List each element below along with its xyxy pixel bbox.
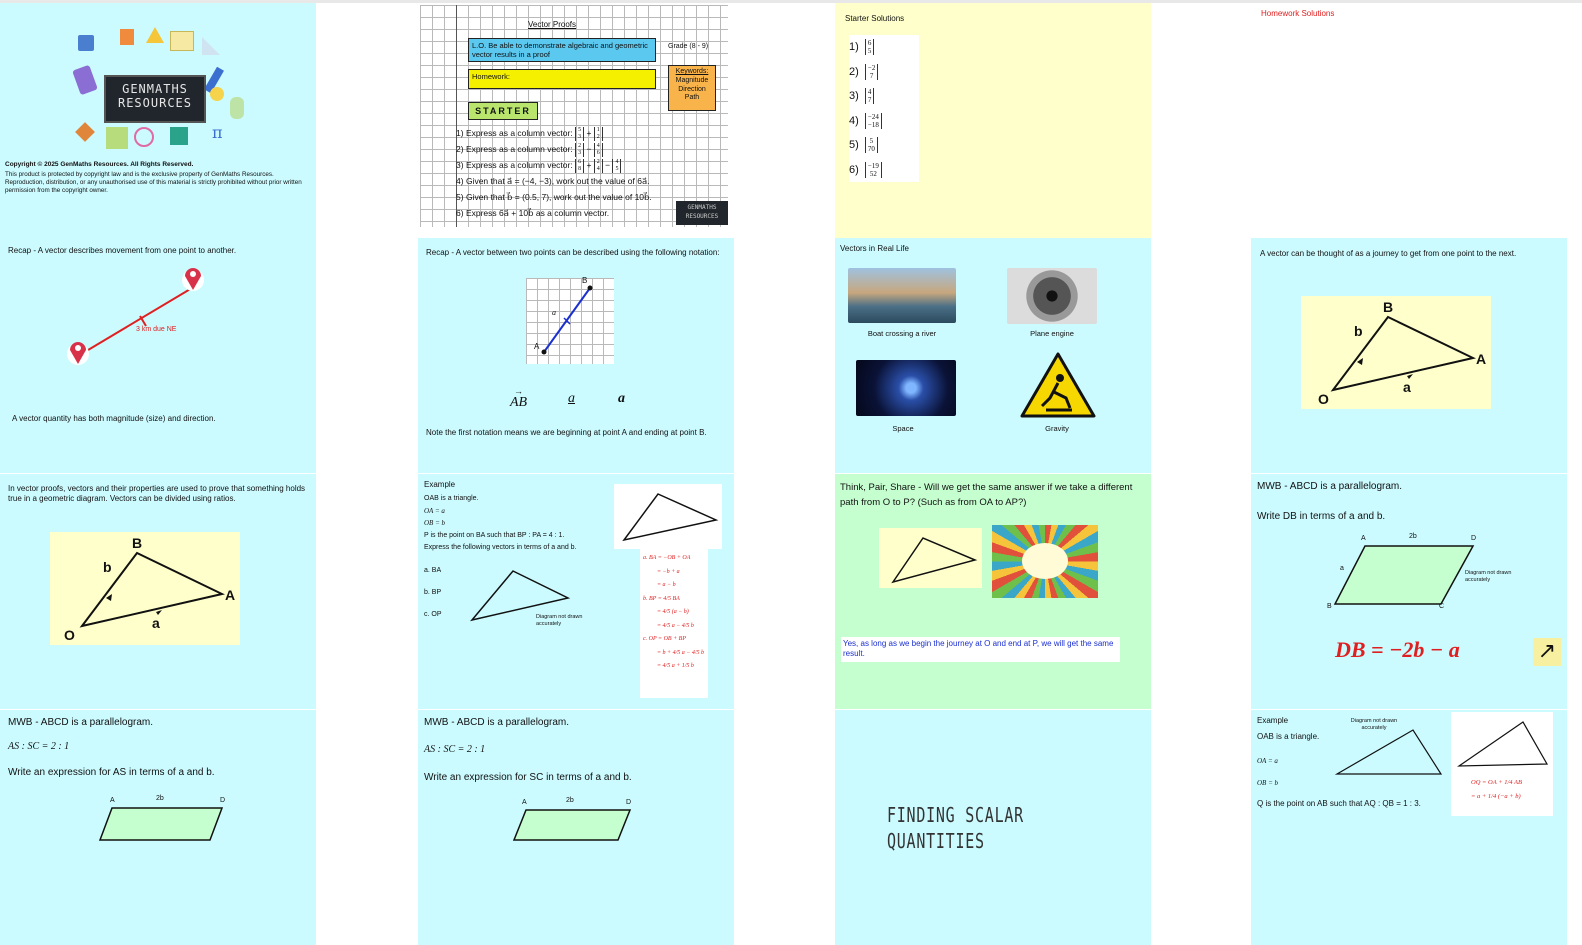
- gravity-sign-icon: [1020, 352, 1100, 422]
- solution-2: 2) −2 7: [849, 60, 919, 85]
- label-a: A: [110, 797, 115, 804]
- label-o: O: [64, 627, 75, 643]
- label-b-vector: b: [103, 559, 112, 575]
- part-a: a. BA: [424, 567, 442, 574]
- diagram-note: Diagram not drawn accurately: [1350, 718, 1398, 732]
- diagram-note: Diagram not drawn accurately: [536, 614, 583, 628]
- label-side-a: a: [1340, 565, 1344, 572]
- label-a-point: A: [225, 587, 236, 603]
- label-a-vector: a: [1403, 379, 1411, 395]
- slide-thumbnail-11[interactable]: [835, 474, 1151, 709]
- triangle-oab-example: [1251, 710, 1567, 945]
- journey-text: A vector can be thought of as a journey to get from one point to the next.: [1260, 249, 1517, 258]
- label-c: C: [1439, 603, 1445, 610]
- label-d: D: [626, 799, 632, 806]
- learning-objective: L.O. Be able to demonstrate algebraic and geometric vector results in a proof: [468, 38, 656, 62]
- example-line-3: OB = b: [1257, 779, 1279, 787]
- point-a-label: A: [534, 342, 540, 351]
- slide-thumbnail-13[interactable]: [0, 710, 316, 945]
- label-a: A: [522, 799, 527, 806]
- window-top-border: [0, 0, 1582, 3]
- ratio-text: AS : SC = 2 : 1: [8, 741, 70, 752]
- caption-space: Space: [892, 424, 914, 433]
- homework-solutions-title: Homework Solutions: [1261, 9, 1335, 18]
- label-o: O: [1318, 391, 1329, 407]
- lesson-title: Vector Proofs: [528, 20, 577, 29]
- label-b: B: [1383, 299, 1394, 315]
- slide-thumbnail-10[interactable]: [418, 474, 734, 709]
- logo-text-box: [104, 75, 206, 123]
- real-life-title: Vectors in Real Life: [840, 244, 909, 253]
- example-label: Example: [424, 480, 456, 489]
- recap-text: Recap - A vector describes movement from one point to another.: [8, 246, 237, 255]
- label-a-vector: a: [152, 615, 160, 631]
- mwb-prompt: Write an expression for AS in terms of a and b.: [8, 767, 215, 778]
- think-pair-share-question: Think, Pair, Share - Will we get the same answer if we take a different path from O to P? (Such as from OA to AP?): [840, 482, 1133, 509]
- solutions-steps: a. BA = −OB + OA = −b + a = a − b b. BP = 4/5 BA = 4/5 (a − b) = 4/5 a − 4/5 b c. OP = OB + BP = b + 4/5 a − 4/5 b = 4/5 a + 1/5 b: [643, 555, 704, 669]
- vector-proofs-intro: In vector proofs, vectors and their properties are used to prove that something holds true in a geometric diagram. Vectors can be divided using ratios.: [8, 484, 306, 504]
- boat-photo: [848, 268, 956, 323]
- section-title: FINDING SCALAR QUANTITIES: [887, 803, 1024, 853]
- example-line-4: P is the point on BA such that BP : PA = 4 : 1.: [424, 532, 565, 539]
- parallelogram-prompt: Write DB in terms of a and b.: [1257, 511, 1386, 522]
- slide-thumbnail-5[interactable]: [0, 238, 316, 473]
- label-2b: 2b: [1409, 533, 1417, 540]
- expand-arrow-icon[interactable]: ↗: [1533, 638, 1561, 666]
- slide-thumbnail-1[interactable]: [0, 3, 316, 238]
- vector-a-label: a: [552, 308, 556, 317]
- notation-ab: → AB: [510, 386, 528, 410]
- example-line-5: Express the following vectors in terms of a and b.: [424, 544, 577, 551]
- keyword-1: Magnitude: [675, 76, 709, 84]
- slide-thumbnail-3[interactable]: [835, 3, 1151, 238]
- question-3: 3) Express as a column vector: 6 8 + 2 4 − 4 5: [456, 157, 726, 173]
- logo-graphic: π GENMATHS RESOURCES: [70, 27, 250, 157]
- keyword-3: Path: [684, 94, 700, 102]
- example-line-1: OAB is a triangle.: [1257, 732, 1320, 741]
- label-b-vector: b: [1354, 323, 1363, 339]
- caption-boat: Boat crossing a river: [867, 329, 937, 338]
- point-b-label: B: [582, 276, 588, 285]
- example-solutions: OQ = OA + 1/4 AB = a + 1/4 (−a + b): [1471, 779, 1522, 800]
- slide-thumbnail-7[interactable]: [835, 238, 1151, 473]
- mwb-title: MWB - ABCD is a parallelogram.: [424, 717, 570, 728]
- starter-solutions-title: Starter Solutions: [845, 14, 905, 23]
- copyright-heading: Copyright © 2025 GenMaths Resources. All Rights Reserved.: [5, 161, 194, 168]
- notation-underlined-a: a: [568, 391, 575, 406]
- example-line-2: OA = a: [424, 507, 445, 515]
- notation-bold-a: a: [618, 391, 625, 406]
- slide-thumbnail-15[interactable]: [835, 710, 1151, 945]
- example-line-1: OAB is a triangle.: [424, 495, 479, 502]
- think-pair-share-answer: Yes, as long as we begin the journey at O and end at P, we will get the same result.: [841, 637, 1120, 662]
- example-line-2: OA = a: [1257, 757, 1278, 765]
- question-5: 5) Given that b⃗ = (0.5, 7), work out the value of 10b⃗.: [456, 192, 652, 202]
- slide-thumbnail-12[interactable]: [1251, 474, 1567, 709]
- plane-engine-photo: [1007, 268, 1097, 324]
- slide-thumbnail-6[interactable]: [418, 238, 734, 473]
- label-d: D: [1471, 535, 1477, 542]
- mwb-title: MWB - ABCD is a parallelogram.: [8, 717, 154, 728]
- parallelogram-title: MWB - ABCD is a parallelogram.: [1257, 481, 1403, 492]
- question-2: 2) Express as a column vector: 2 3 − 4 6: [456, 141, 726, 157]
- part-c: c. OP: [424, 611, 442, 618]
- solution-4: 4) −24 −18: [849, 109, 919, 134]
- solution-6: 6) −19 52: [849, 158, 919, 183]
- parallelogram-partial: [418, 710, 734, 945]
- burst-graphic: [992, 525, 1098, 598]
- distance-label: 3 km due NE: [136, 326, 177, 333]
- db-answer: DB = −2b − a: [1335, 637, 1460, 662]
- logo-line-2: RESOURCES: [117, 96, 193, 110]
- label-2b: 2b: [566, 797, 574, 804]
- question-6: 6) Express 6a⃗ + 10b⃗ as a column vector.: [456, 208, 610, 218]
- parallelogram-abcd: [1251, 474, 1567, 709]
- notation-recap: Recap - A vector between two points can be described using the following notation:: [426, 248, 720, 257]
- solutions-list: [849, 35, 919, 182]
- triangle-oab-diagram: [1251, 238, 1567, 473]
- example-line-3: OB = b: [424, 519, 446, 527]
- vector-quantity-note: A vector quantity has both magnitude (size) and direction.: [12, 414, 216, 423]
- caption-plane-engine: Plane engine: [1030, 329, 1074, 338]
- label-a: A: [1361, 535, 1366, 542]
- copyright-body: This product is protected by copyright law and is the exclusive property of GenMaths Resources. Reproduction, distribution, or any unauthorised use of this material is strictly prohibited without prior written permission from the copyright owner.: [5, 171, 302, 195]
- slide-thumbnail-16[interactable]: [1251, 710, 1567, 945]
- slide-thumbnail-2[interactable]: [418, 3, 734, 238]
- keywords-box: [668, 65, 716, 111]
- ratio-text: AS : SC = 2 : 1: [424, 744, 486, 755]
- triangle-oab-diagram: [0, 474, 316, 709]
- solution-3: 3) 4 7: [849, 84, 919, 109]
- label-2b: 2b: [156, 795, 164, 802]
- solution-1: 1) 6 5: [849, 35, 919, 60]
- label-d: D: [220, 797, 226, 804]
- slide-thumbnail-14[interactable]: [418, 710, 734, 945]
- example-line-4: Q is the point on AB such that AQ : QB = 1 : 3.: [1257, 799, 1421, 808]
- question-1: 1) Express as a column vector: 5 3 + 1 2: [456, 125, 726, 141]
- mwb-prompt: Write an expression for SC in terms of a and b.: [424, 772, 632, 783]
- keyword-2: Direction: [678, 85, 706, 93]
- slide-thumbnail-4[interactable]: [1251, 3, 1567, 238]
- keywords-title: Keywords:: [675, 68, 709, 75]
- caption-gravity: Gravity: [1045, 424, 1069, 433]
- homework-box: Homework:: [468, 69, 656, 89]
- slide-thumbnail-8[interactable]: [1251, 238, 1567, 473]
- logo-line-1: GENMATHS: [122, 82, 188, 96]
- question-4: 4) Given that a⃗ = (−4, −3), work out the value of 6a⃗.: [456, 176, 650, 186]
- starter-label: STARTER: [468, 102, 538, 120]
- space-photo: [856, 360, 956, 416]
- label-b: B: [1327, 603, 1332, 610]
- diagram-note: Diagram not drawn accurately: [1465, 570, 1512, 584]
- example-label: Example: [1257, 716, 1289, 725]
- solution-5: 5) 5 70: [849, 133, 919, 158]
- grade-label: Grade (8 - 9): [668, 43, 709, 50]
- part-b: b. BP: [424, 589, 442, 596]
- notation-note: Note the first notation means we are beginning at point A and ending at point B.: [426, 428, 707, 437]
- label-a-point: A: [1476, 351, 1487, 367]
- small-logo: GENMATHS RESOURCES: [676, 201, 728, 225]
- slide-thumbnail-9[interactable]: [0, 474, 316, 709]
- parallelogram-partial: [0, 710, 316, 945]
- label-b: B: [132, 535, 143, 551]
